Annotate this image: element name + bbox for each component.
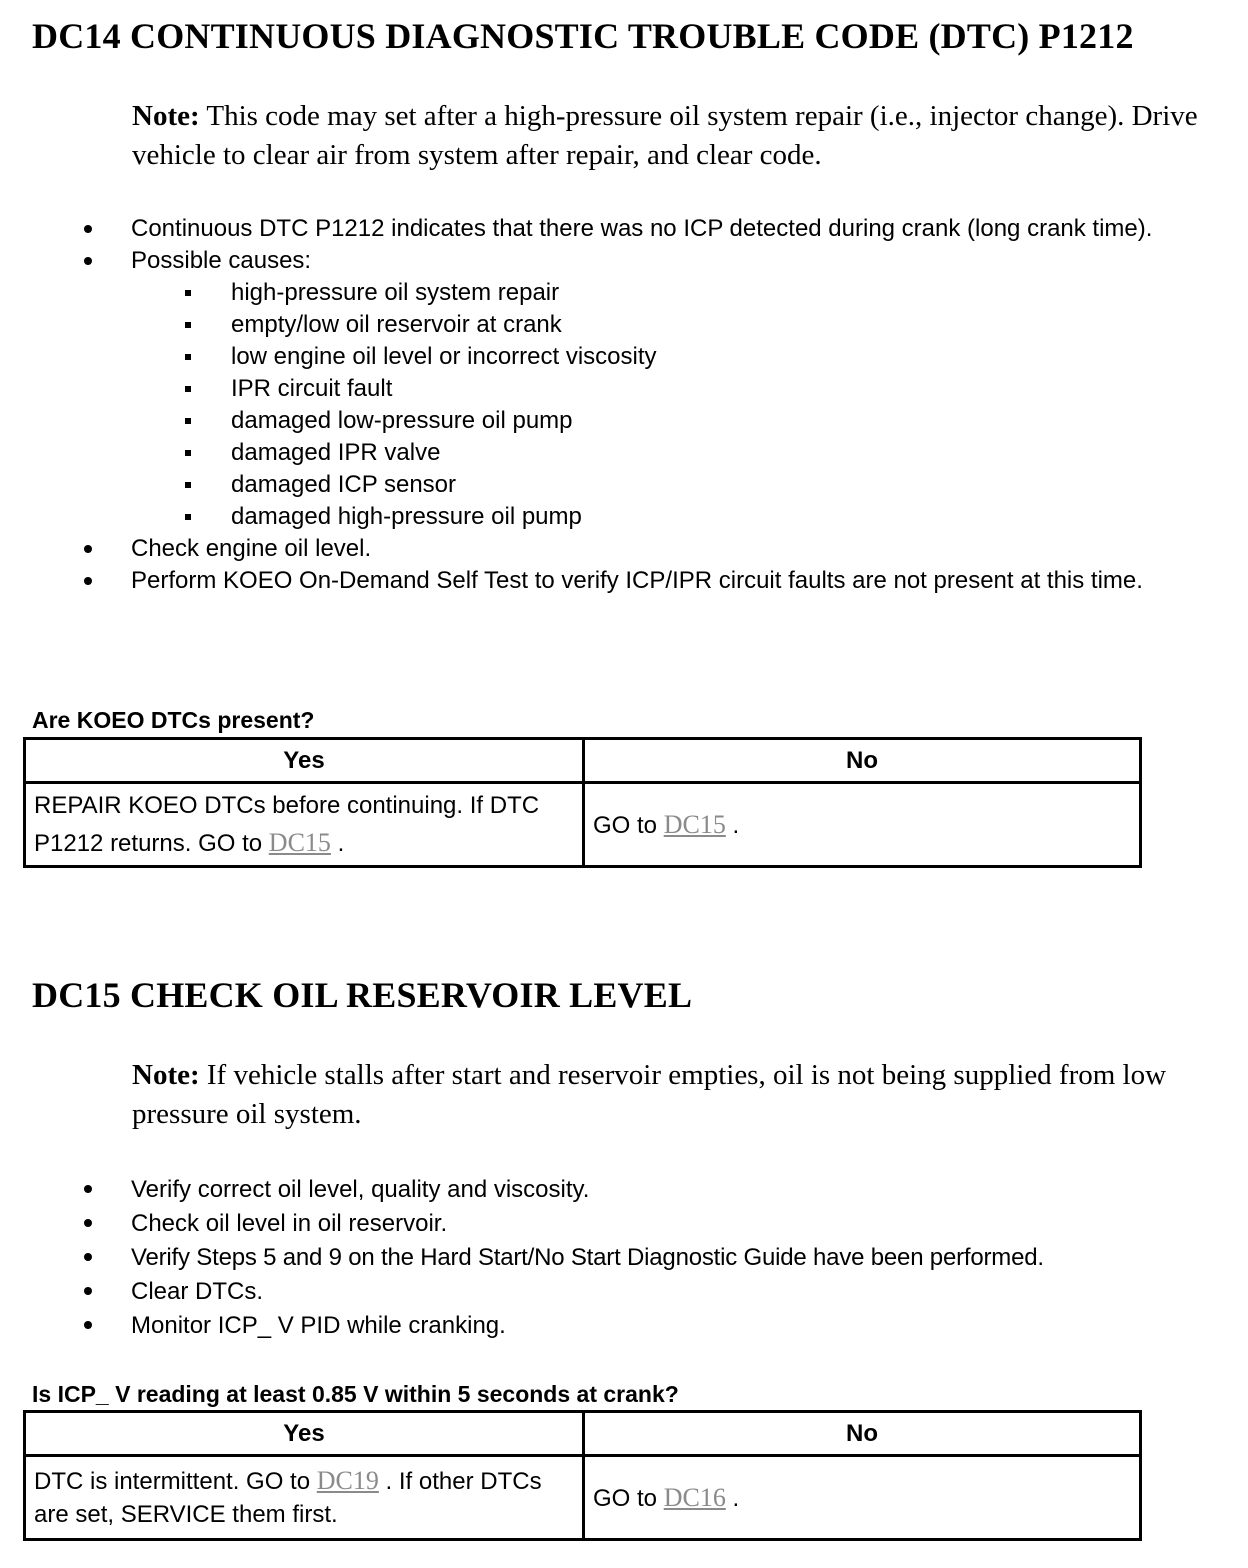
no-cell: GO to DC15 .: [584, 783, 1141, 867]
cause-item: damaged IPR valve: [131, 437, 1230, 469]
dc19-link[interactable]: DC19: [316, 1466, 379, 1495]
list-item: Check oil level in oil reservoir.: [0, 1207, 1240, 1241]
cause-item: IPR circuit fault: [131, 373, 1230, 405]
dc15-note-label: Note:: [132, 1059, 200, 1091]
no-header: No: [584, 739, 1141, 783]
dc15-title: DC15 CHECK OIL RESERVOIR LEVEL: [32, 975, 693, 1015]
dc15-question: Is ICP_ V reading at least 0.85 V within 5 seconds at crank?: [32, 1381, 679, 1407]
cause-item: damaged ICP sensor: [131, 469, 1230, 501]
list-item: Verify Steps 5 and 9 on the Hard Start/No Start Diagnostic Guide have been performed.: [0, 1241, 1240, 1275]
dc15-link[interactable]: DC15: [663, 809, 726, 839]
list-item: Possible causes: high-pressure oil system repair empty/low oil reservoir at crank low engine oil level or incorrect viscosity IPR circuit fault damaged low-pressure oil pump damaged IPR valve damaged ICP sensor damaged high-pressure oil pump: [0, 245, 1230, 533]
square-bullet-icon: [185, 450, 191, 456]
bullet-icon: [84, 1185, 92, 1193]
bullet-icon: [84, 225, 92, 233]
no-header: No: [584, 1412, 1141, 1456]
bullet-icon: [84, 1253, 92, 1261]
dc14-note-label: Note:: [132, 100, 200, 132]
cause-item: damaged low-pressure oil pump: [131, 405, 1230, 437]
yes-cell: REPAIR KOEO DTCs before continuing. If DTC P1212 returns. GO to DC15 .: [25, 783, 584, 867]
cause-item: low engine oil level or incorrect viscosity: [131, 341, 1230, 373]
square-bullet-icon: [185, 322, 191, 328]
yes-header: Yes: [25, 1412, 584, 1456]
square-bullet-icon: [185, 290, 191, 296]
dc15-note-text: If vehicle stalls after start and reservoir empties, oil is not being supplied from low pressure oil system.: [132, 1059, 1167, 1130]
bullet-icon: [84, 577, 92, 585]
bullet-icon: [84, 545, 92, 553]
cause-item: damaged high-pressure oil pump: [131, 501, 1230, 533]
bullet-icon: [84, 1287, 92, 1295]
dc15-note: [132, 1056, 1212, 1134]
dc14-note: [132, 97, 1212, 175]
dc14-decision-table: [23, 737, 1142, 868]
no-cell: GO to DC16 .: [584, 1456, 1141, 1540]
list-item: Monitor ICP_ V PID while cranking.: [0, 1309, 1240, 1343]
table-header-row: [25, 1412, 1141, 1456]
list-item: Verify correct oil level, quality and viscosity.: [0, 1173, 1240, 1207]
yes-header: Yes: [25, 739, 584, 783]
dc14-title: DC14 CONTINUOUS DIAGNOSTIC TROUBLE CODE (DTC) P1212: [32, 16, 1134, 56]
dc16-link[interactable]: DC16: [663, 1482, 726, 1512]
cause-item: empty/low oil reservoir at crank: [131, 309, 1230, 341]
table-header-row: [25, 739, 1141, 783]
cause-item: high-pressure oil system repair: [131, 277, 1230, 309]
list-item: Perform KOEO On-Demand Self Test to verify ICP/IPR circuit faults are not present at this time.: [0, 565, 1230, 597]
possible-causes-list: [131, 277, 1230, 533]
dc14-question: Are KOEO DTCs present?: [32, 707, 315, 733]
list-item: Check engine oil level.: [0, 533, 1230, 565]
bullet-icon: [84, 1321, 92, 1329]
table-row: [25, 1456, 1141, 1540]
yes-cell: DTC is intermittent. GO to DC19 . If other DTCs are set, SERVICE them first.: [25, 1456, 584, 1540]
bullet-icon: [84, 1219, 92, 1227]
square-bullet-icon: [185, 354, 191, 360]
list-item: Clear DTCs.: [0, 1275, 1240, 1309]
dc14-bullet-list: [0, 213, 1230, 597]
square-bullet-icon: [185, 482, 191, 488]
dc14-note-text: This code may set after a high-pressure oil system repair (i.e., injector change). Drive vehicle to clear air from system after repair, and clear code.: [132, 100, 1198, 171]
list-item: Continuous DTC P1212 indicates that there was no ICP detected during crank (long crank time).: [0, 213, 1230, 245]
square-bullet-icon: [185, 514, 191, 520]
dc15-decision-table: [23, 1410, 1142, 1541]
table-row: [25, 783, 1141, 867]
square-bullet-icon: [185, 386, 191, 392]
bullet-icon: [84, 257, 92, 265]
square-bullet-icon: [185, 418, 191, 424]
dc15-link[interactable]: DC15: [268, 828, 331, 857]
dc15-bullet-list: [0, 1173, 1240, 1343]
